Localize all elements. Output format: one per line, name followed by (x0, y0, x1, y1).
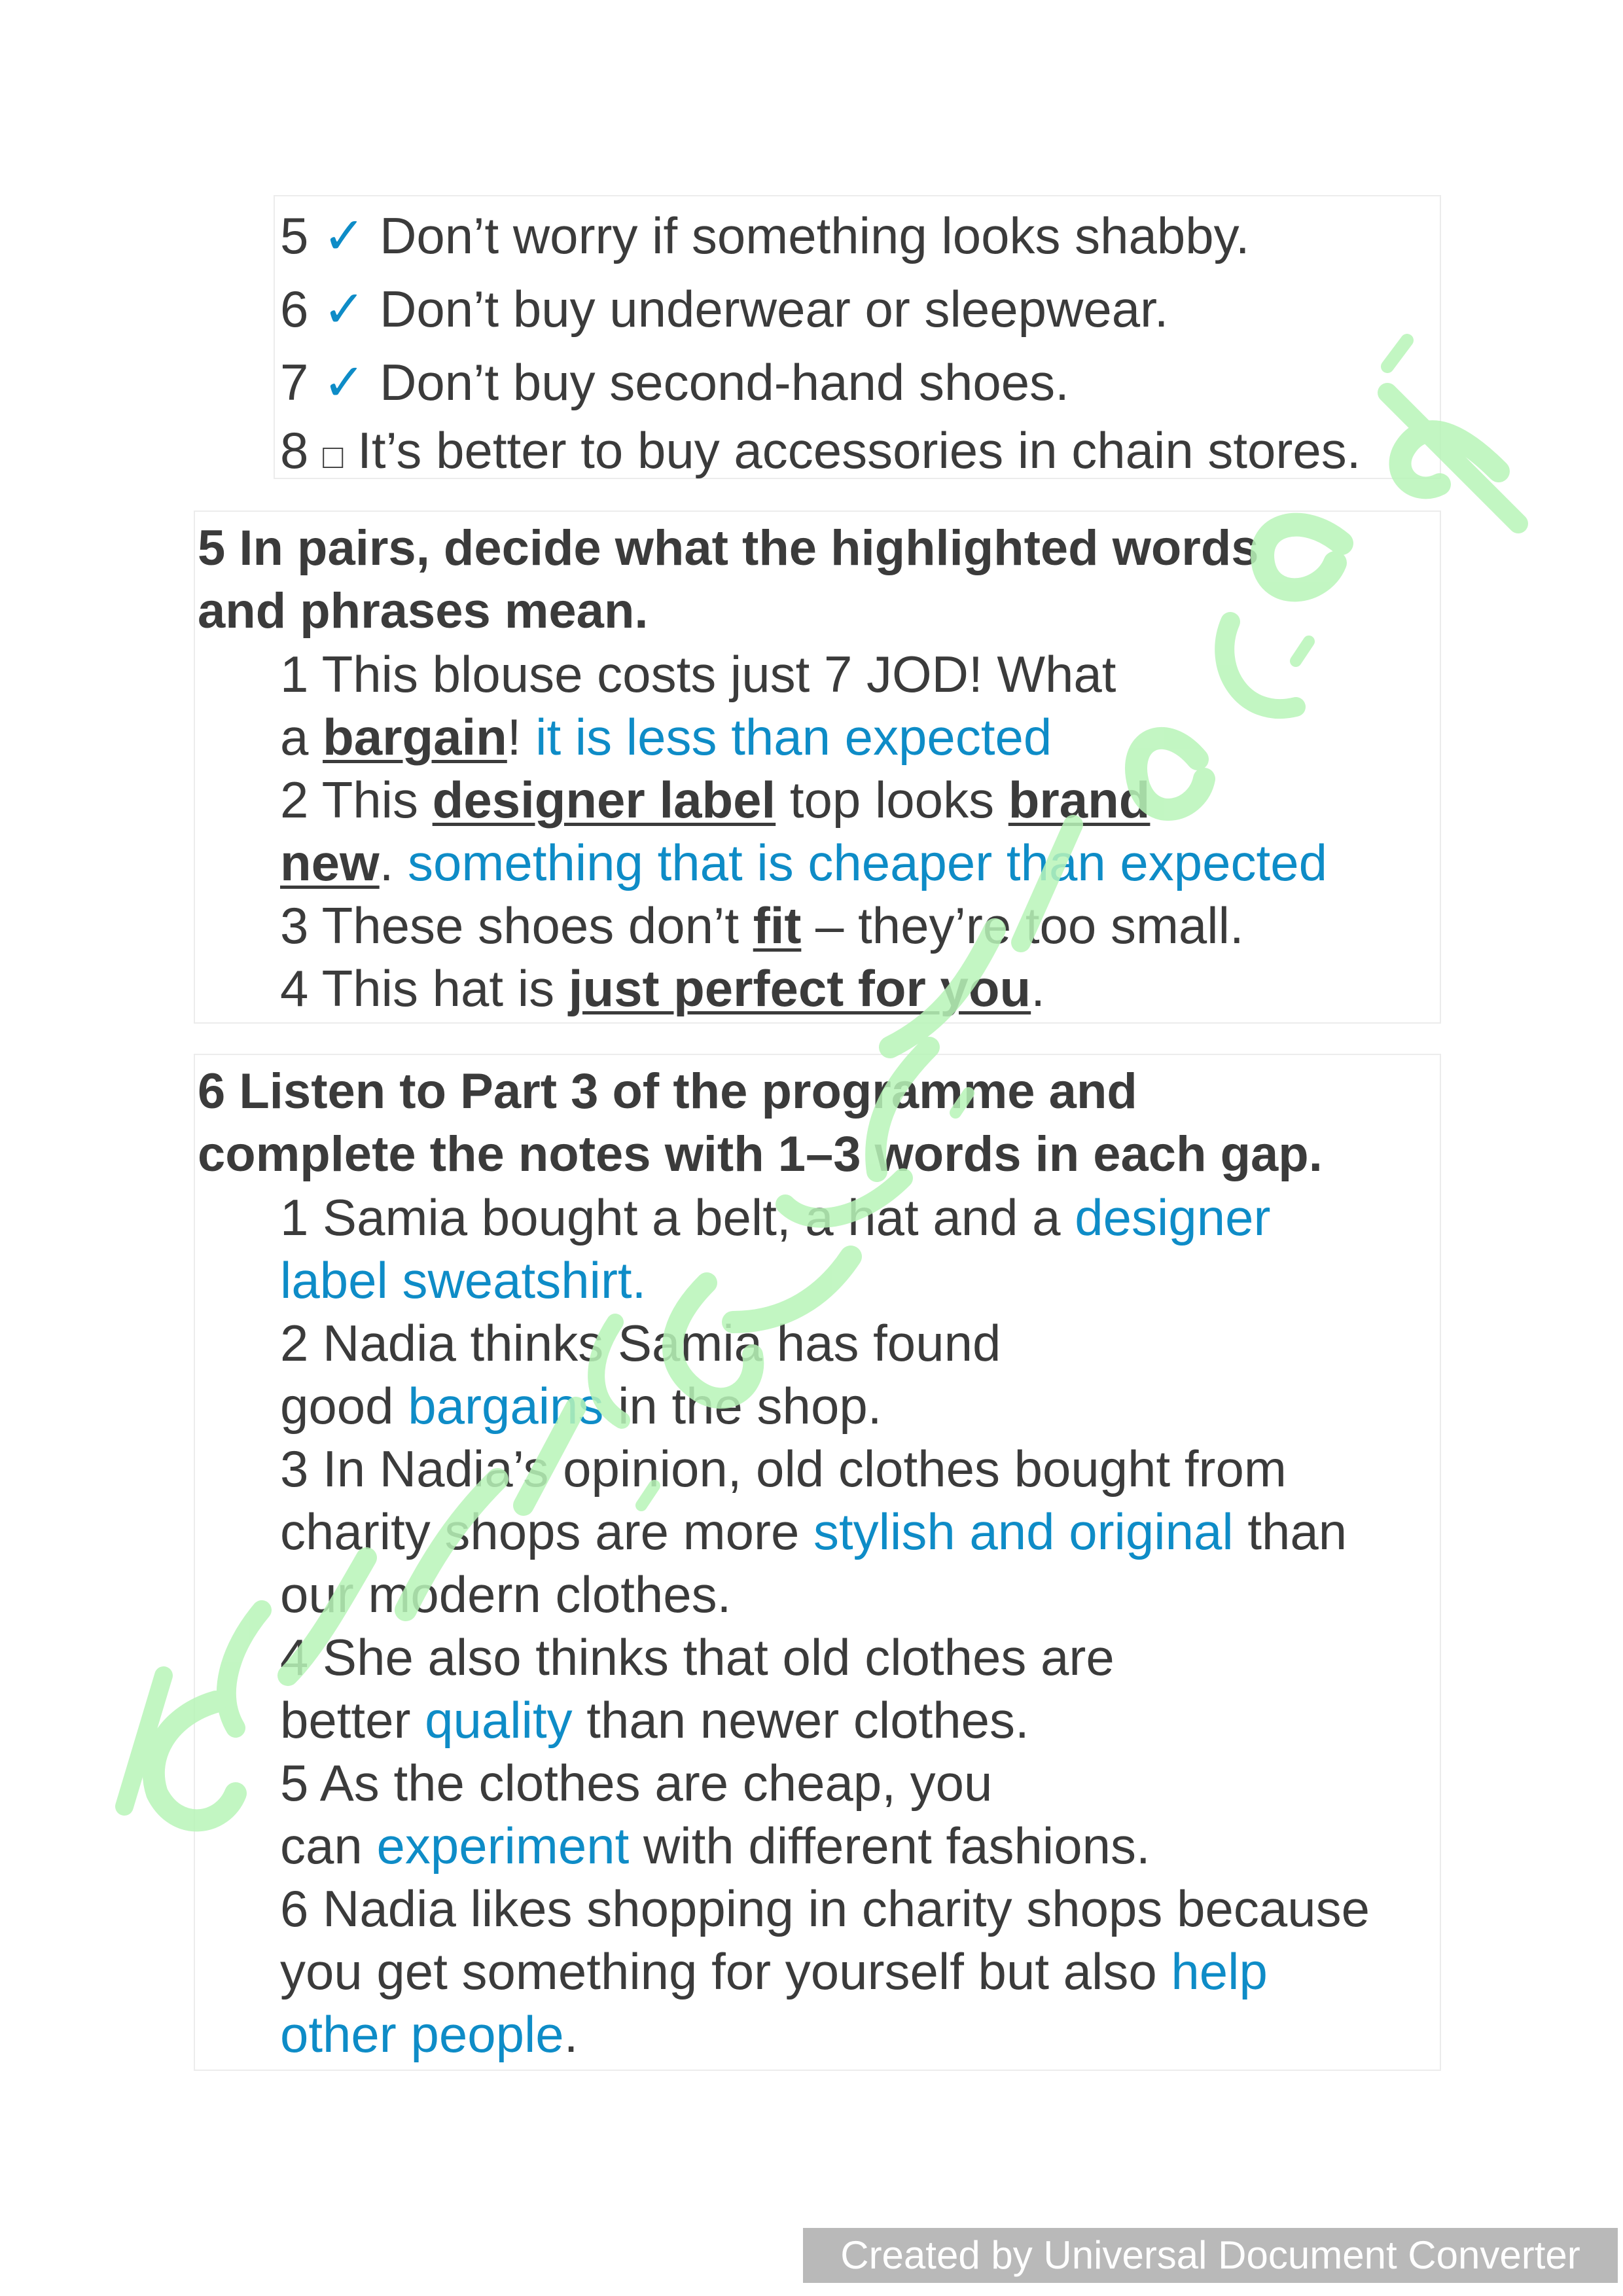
highlight-fit: fit (753, 897, 802, 954)
s5-item3: 3 These shoes don’t fit – they’re too small. (280, 897, 1244, 954)
checklist-item: 8 □ It’s better to buy accessories in chain stores. (280, 422, 1361, 479)
section6-notes (280, 1186, 1370, 2066)
s5-item4: 4 This hat is just perfect for you. (280, 960, 1045, 1017)
checklist-item: 6 ✓ Don’t buy underwear or sleepwear. (280, 280, 1169, 338)
check-icon: ✓ (323, 353, 366, 411)
highlight-just-perfect: just perfect for you (568, 960, 1031, 1017)
s6-note4-line2: better quality than newer clothes. (280, 1691, 1029, 1749)
checklist (280, 204, 1361, 488)
section5-heading: 5 In pairs, decide what the highlighted words and phrases mean. (198, 520, 1259, 639)
s6-note1-line1: 1 Samia bought a belt, a hat and a designer (280, 1189, 1271, 1246)
s5-item2-line1: 2 This designer label top looks brand (280, 771, 1150, 829)
checklist-item: 5 ✓ Don’t worry if something looks shabby. (280, 207, 1250, 264)
s6-note2-line2: good bargains in the shop. (280, 1377, 882, 1435)
answer-text: something that is cheaper than expected (408, 834, 1327, 891)
s6-note5-line1: 5 As the clothes are cheap, you (280, 1754, 993, 1812)
s6-note2-line1: 2 Nadia thinks Samia has found (280, 1314, 1001, 1372)
s6-note6-line2: you get something for yourself but also help (280, 1943, 1268, 2000)
s6-note3-line1: 3 In Nadia’s opinion, old clothes bought from (280, 1440, 1287, 1498)
section5-items (280, 643, 1327, 1020)
s6-note3-line2: charity shops are more stylish and original than (280, 1503, 1347, 1560)
highlight-new: new (280, 834, 380, 891)
s6-note4-line1: 4 She also thinks that old clothes are (280, 1628, 1115, 1686)
section6-heading: 6 Listen to Part 3 of the programme and complete the notes with 1–3 words in each gap. (198, 1064, 1323, 1182)
check-icon: ✓ (323, 207, 366, 264)
s5-item2-line2: new. something that is cheaper than expected (280, 834, 1327, 891)
checkbox-icon: □ (323, 438, 344, 476)
s5-item1-line1: 1 This blouse costs just 7 JOD! What (280, 645, 1116, 703)
highlight-brand: brand (1008, 771, 1150, 829)
checklist-item: 7 ✓ Don’t buy second-hand shoes. (280, 353, 1069, 411)
s6-note5-line2: can experiment with different fashions. (280, 1817, 1150, 1874)
footer-watermark: Created by Universal Document Converter (803, 2228, 1618, 2283)
highlight-designer-label: designer label (432, 771, 776, 829)
s5-item1-line2: a bargain! it is less than expected (280, 708, 1052, 766)
s6-note6-line3: other people. (280, 2005, 579, 2063)
check-icon: ✓ (323, 280, 366, 338)
s6-note6-line1: 6 Nadia likes shopping in charity shops because (280, 1880, 1370, 1937)
answer-text: it is less than expected (535, 708, 1052, 766)
s6-note1-line2: label sweatshirt. (280, 1251, 647, 1309)
s6-note3-line3: our modern clothes. (280, 1566, 732, 1623)
highlight-bargain: bargain (323, 708, 507, 766)
